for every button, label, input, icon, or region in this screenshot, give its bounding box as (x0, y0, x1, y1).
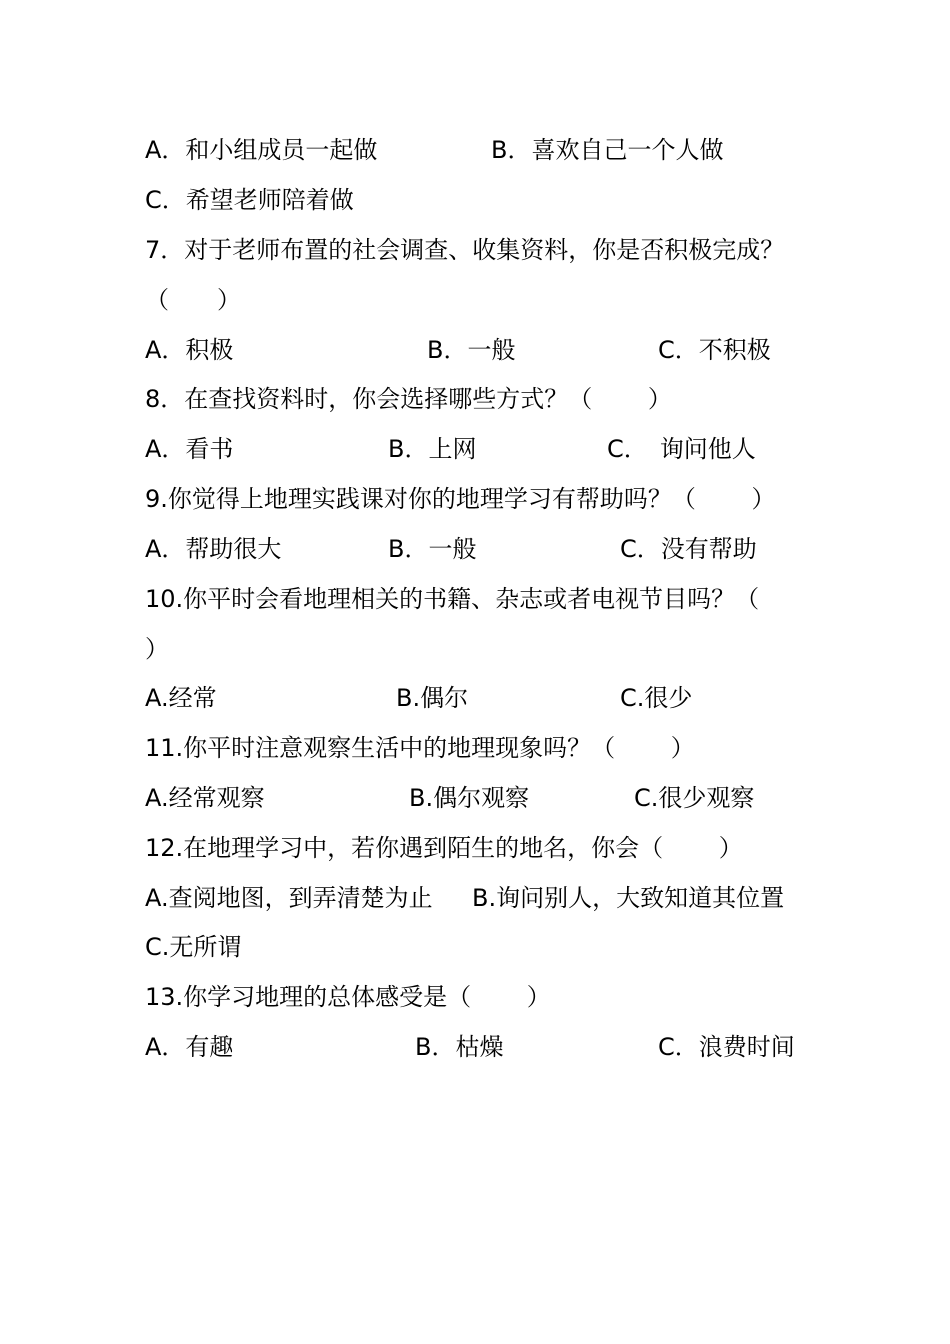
q7-option-c: C．不积极 (658, 336, 771, 364)
q8-option-a: A．看书 (145, 435, 234, 463)
q12-option-c: C.无所谓 (145, 933, 242, 961)
q10-option-b: B.偶尔 (396, 684, 469, 712)
q12-option-a: A.查阅地图，到弄清楚为止 (145, 884, 433, 912)
q7-option-b: B．一般 (427, 336, 516, 364)
q11-option-a: A.经常观察 (145, 784, 265, 812)
q9-question: 9.你觉得上地理实践课对你的地理学习有帮助吗？（ ） (145, 485, 776, 513)
q10-option-c: C.很少 (620, 684, 693, 712)
q10-option-a: A.经常 (145, 684, 217, 712)
q9-option-c: C．没有帮助 (620, 535, 757, 563)
q12-question: 12.在地理学习中，若你遇到陌生的地名，你会（ ） (145, 834, 743, 862)
q13-question: 13.你学习地理的总体感受是（ ） (145, 983, 551, 1011)
q8-option-b: B．上网 (388, 435, 477, 463)
q13-option-c: C．浪费时间 (658, 1033, 795, 1061)
q8-question: 8．在查找资料时，你会选择哪些方式？（ ） (145, 385, 672, 413)
q6-option-b: B．喜欢自己一个人做 (491, 136, 724, 164)
q11-option-c: C.很少观察 (634, 784, 755, 812)
q9-option-b: B．一般 (388, 535, 477, 563)
q13-option-a: A．有趣 (145, 1033, 234, 1061)
q8-option-c: C． 询问他人 (607, 435, 756, 463)
q7-question: 7．对于老师布置的社会调查、收集资料，你是否积极完成？ (145, 236, 785, 264)
q11-option-b: B.偶尔观察 (409, 784, 530, 812)
q9-option-a: A．帮助很大 (145, 535, 282, 563)
q7-option-a: A．积极 (145, 336, 234, 364)
q7-answer-blank: （ ） (145, 286, 241, 314)
q13-option-b: B．枯燥 (415, 1033, 504, 1061)
q10-question-continued: ） (145, 635, 169, 663)
q6-option-a: A．和小组成员一起做 (145, 136, 378, 164)
q12-option-b: B.询问别人，大致知道其位置 (472, 884, 785, 912)
q6-option-c: C．希望老师陪着做 (145, 186, 354, 214)
q11-question: 11.你平时注意观察生活中的地理现象吗？（ ） (145, 734, 695, 762)
q10-question: 10.你平时会看地理相关的书籍、杂志或者电视节目吗？（ (145, 585, 760, 613)
